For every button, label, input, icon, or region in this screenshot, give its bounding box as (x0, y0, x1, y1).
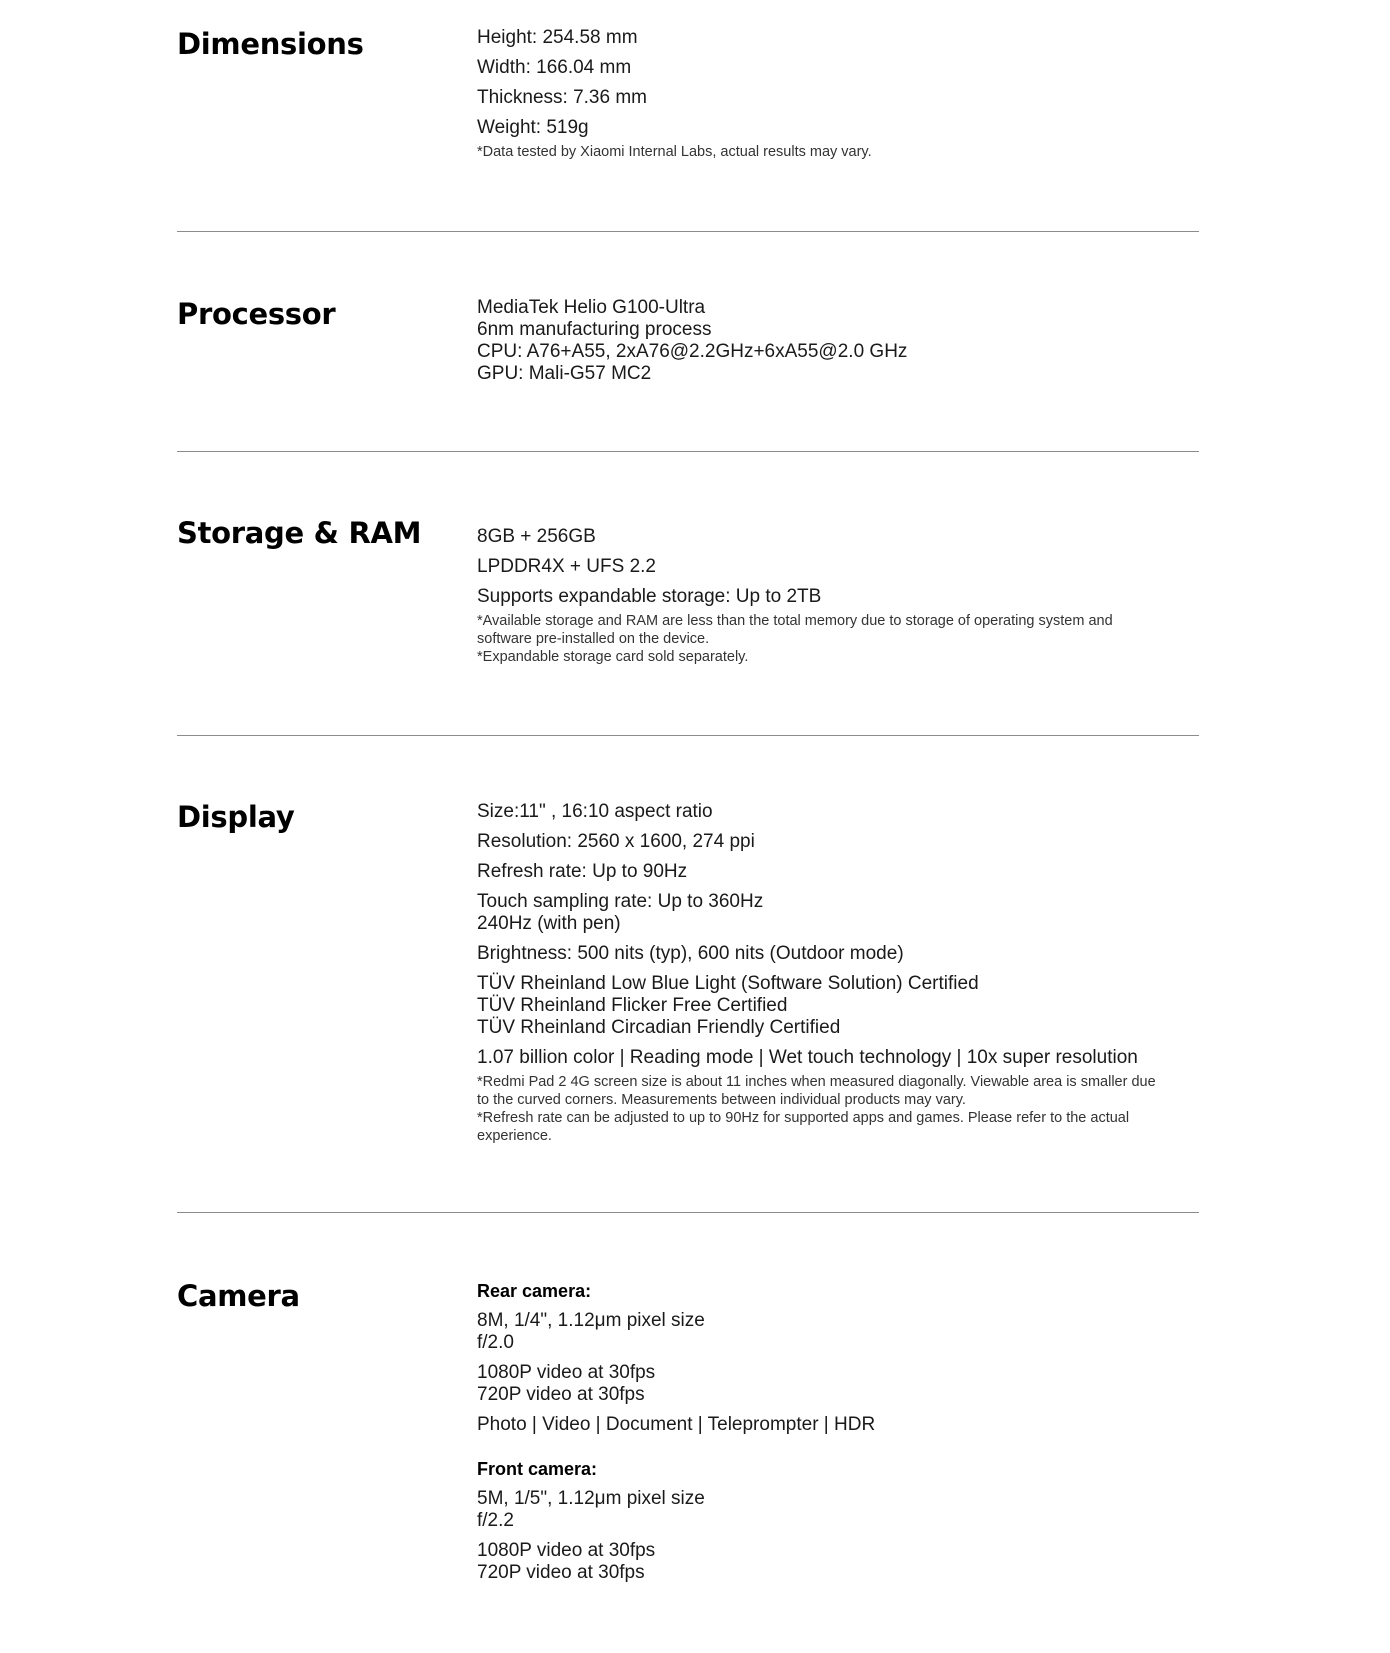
spec-certification: TÜV Rheinland Circadian Friendly Certified (477, 1017, 841, 1038)
rear-camera-heading: Rear camera: (477, 1281, 592, 1301)
spec-width: Width: 166.04 mm (477, 57, 632, 78)
storage-note: *Available storage and RAM are less than the total memory due to storage of operating system and software pre-installed on the device. (477, 613, 1113, 647)
spec-front-sensor: 5M, 1/5", 1.12μm pixel size (477, 1488, 705, 1509)
spec-touch-sampling-pen: 240Hz (with pen) (477, 913, 621, 934)
front-camera-heading: Front camera: (477, 1459, 598, 1479)
spec-process: 6nm manufacturing process (477, 319, 712, 340)
divider (177, 231, 1199, 232)
spec-certification: TÜV Rheinland Low Blue Light (Software Solution) Certified (477, 973, 979, 994)
section-title-storage: Storage & RAM (177, 516, 422, 550)
processor-specs (477, 297, 1157, 385)
display-note: *Refresh rate can be adjusted to up to 90Hz for supported apps and games. Please refer to the actual experience. (477, 1110, 1130, 1144)
storage-specs (477, 526, 1157, 666)
spec-rear-video: 720P video at 30fps (477, 1384, 645, 1405)
section-title-processor: Processor (177, 297, 336, 331)
spec-front-video: 720P video at 30fps (477, 1562, 645, 1583)
spec-height: Height: 254.58 mm (477, 27, 638, 48)
spec-certification: TÜV Rheinland Flicker Free Certified (477, 995, 788, 1016)
dimensions-note: *Data tested by Xiaomi Internal Labs, actual results may vary. (477, 144, 872, 160)
dimensions-specs (477, 27, 1157, 161)
section-title-camera: Camera (177, 1279, 300, 1313)
display-note: *Redmi Pad 2 4G screen size is about 11 inches when measured diagonally. Viewable area is smaller due to the curved corners. Measurements between individual products may vary. (477, 1074, 1156, 1108)
spec-weight: Weight: 519g (477, 117, 589, 138)
spec-resolution: Resolution: 2560 x 1600, 274 ppi (477, 831, 755, 852)
spec-display-features: 1.07 billion color | Reading mode | Wet touch technology | 10x super resolution (477, 1047, 1138, 1068)
spec-cpu: CPU: A76+A55, 2xA76@2.2GHz+6xA55@2.0 GHz (477, 341, 908, 362)
spec-memory-type: LPDDR4X + UFS 2.2 (477, 556, 656, 577)
spec-thickness: Thickness: 7.36 mm (477, 87, 647, 108)
spec-front-aperture: f/2.2 (477, 1510, 514, 1531)
divider (177, 1212, 1199, 1213)
spec-rear-video: 1080P video at 30fps (477, 1362, 656, 1383)
display-specs (477, 801, 1157, 1145)
divider (177, 735, 1199, 736)
spec-rear-aperture: f/2.0 (477, 1332, 514, 1353)
spec-expandable: Supports expandable storage: Up to 2TB (477, 586, 822, 607)
section-title-display: Display (177, 800, 295, 834)
spec-touch-sampling: Touch sampling rate: Up to 360Hz (477, 891, 764, 912)
storage-note: *Expandable storage card sold separately. (477, 649, 749, 665)
section-title-dimensions: Dimensions (177, 27, 364, 61)
spec-rear-sensor: 8M, 1/4", 1.12μm pixel size (477, 1310, 705, 1331)
spec-brightness: Brightness: 500 nits (typ), 600 nits (Outdoor mode) (477, 943, 904, 964)
spec-chipset: MediaTek Helio G100-Ultra (477, 297, 706, 318)
spec-rear-modes: Photo | Video | Document | Teleprompter | HDR (477, 1414, 876, 1435)
spec-gpu: GPU: Mali-G57 MC2 (477, 363, 652, 384)
spec-front-video: 1080P video at 30fps (477, 1540, 656, 1561)
divider (177, 451, 1199, 452)
spec-refresh-rate: Refresh rate: Up to 90Hz (477, 861, 688, 882)
spec-memory: 8GB + 256GB (477, 526, 596, 547)
spec-size: Size:11" , 16:10 aspect ratio (477, 801, 713, 822)
camera-specs (477, 1280, 1157, 1592)
